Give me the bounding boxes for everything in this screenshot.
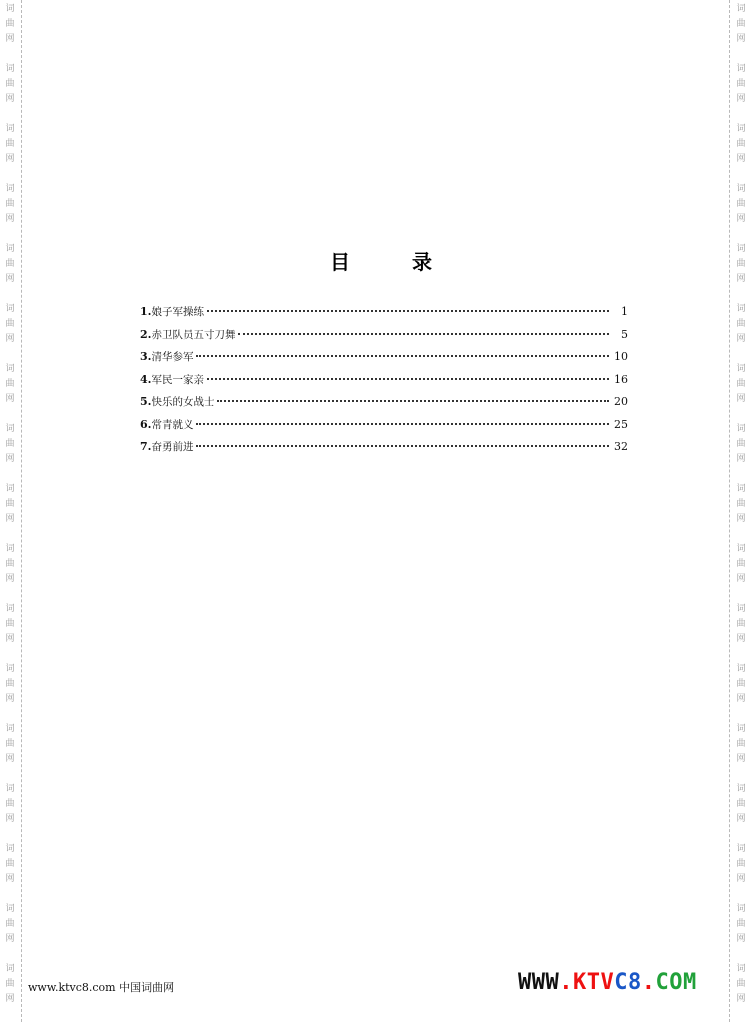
watermark-group xyxy=(733,242,749,287)
watermark-char: 词 xyxy=(736,124,746,134)
watermark-char: 曲 xyxy=(5,259,15,269)
watermark-char: 网 xyxy=(736,214,746,224)
watermark-char: 网 xyxy=(736,454,746,464)
right-watermark-strip xyxy=(733,0,749,1022)
watermark-group xyxy=(733,2,749,47)
logo-ktv: KTV xyxy=(573,970,615,995)
toc-dot-leader xyxy=(217,400,609,402)
watermark-char: 词 xyxy=(736,424,746,434)
watermark-char: 曲 xyxy=(736,199,746,209)
watermark-char: 词 xyxy=(736,4,746,14)
watermark-char: 曲 xyxy=(5,679,15,689)
toc-item-number: 2. xyxy=(140,327,152,341)
watermark-group xyxy=(733,962,749,1007)
watermark-group xyxy=(2,902,18,947)
watermark-char: 词 xyxy=(736,64,746,74)
watermark-char: 网 xyxy=(5,754,15,764)
toc-item-label: 清华参军 xyxy=(151,351,194,363)
watermark-char: 网 xyxy=(736,814,746,824)
watermark-group xyxy=(2,782,18,827)
watermark-char: 词 xyxy=(5,124,15,134)
watermark-group xyxy=(2,2,18,47)
watermark-group xyxy=(2,482,18,527)
watermark-char: 词 xyxy=(5,664,15,674)
toc-dot-leader xyxy=(196,445,609,447)
watermark-char: 词 xyxy=(736,724,746,734)
watermark-char: 词 xyxy=(736,184,746,194)
watermark-char: 网 xyxy=(5,454,15,464)
toc-dot-leader xyxy=(196,423,609,425)
toc-dot-leader xyxy=(238,333,609,335)
toc-item-label: 快乐的女战士 xyxy=(151,396,215,408)
watermark-char: 词 xyxy=(5,724,15,734)
watermark-char: 词 xyxy=(736,364,746,374)
logo-c8: C8 xyxy=(614,970,642,995)
watermark-char: 曲 xyxy=(736,619,746,629)
watermark-group xyxy=(733,422,749,467)
watermark-char: 网 xyxy=(736,334,746,344)
watermark-char: 曲 xyxy=(5,499,15,509)
watermark-char: 网 xyxy=(736,994,746,1004)
watermark-char: 词 xyxy=(736,904,746,914)
left-dashed-border xyxy=(21,0,22,1022)
watermark-char: 曲 xyxy=(736,679,746,689)
watermark-group xyxy=(2,662,18,707)
watermark-char: 网 xyxy=(5,994,15,1004)
watermark-char: 曲 xyxy=(5,319,15,329)
watermark-char: 曲 xyxy=(5,139,15,149)
toc-item[interactable] xyxy=(140,439,628,462)
watermark-char: 曲 xyxy=(5,739,15,749)
toc-item-page: 10 xyxy=(614,350,628,363)
toc-title-part2: 录 xyxy=(412,250,432,274)
toc-dot-leader xyxy=(196,355,609,357)
watermark-char: 词 xyxy=(736,844,746,854)
watermark-char: 网 xyxy=(5,94,15,104)
toc-item-number: 3. xyxy=(140,350,152,363)
toc-dot-leader xyxy=(207,378,609,380)
watermark-group xyxy=(733,542,749,587)
toc-item-number: 4. xyxy=(140,372,152,386)
watermark-char: 曲 xyxy=(5,619,15,629)
watermark-char: 网 xyxy=(736,574,746,584)
left-watermark-strip xyxy=(2,0,18,1022)
watermark-char: 网 xyxy=(736,154,746,164)
watermark-group xyxy=(2,422,18,467)
watermark-group xyxy=(733,362,749,407)
toc-item-label: 常青就义 xyxy=(151,418,194,431)
watermark-group xyxy=(733,182,749,227)
logo-com: COM xyxy=(655,970,697,995)
toc-item-number: 5. xyxy=(140,395,152,408)
watermark-group xyxy=(2,302,18,347)
watermark-char: 词 xyxy=(5,64,15,74)
watermark-char: 网 xyxy=(5,274,15,284)
watermark-char: 曲 xyxy=(736,259,746,269)
watermark-char: 曲 xyxy=(736,439,746,449)
watermark-char: 曲 xyxy=(736,499,746,509)
watermark-char: 网 xyxy=(5,394,15,404)
watermark-char: 网 xyxy=(736,874,746,884)
watermark-char: 网 xyxy=(5,214,15,224)
watermark-char: 网 xyxy=(5,514,15,524)
watermark-char: 曲 xyxy=(736,859,746,869)
watermark-group xyxy=(733,482,749,527)
watermark-group xyxy=(733,902,749,947)
watermark-group xyxy=(2,182,18,227)
watermark-char: 曲 xyxy=(5,979,15,989)
watermark-group xyxy=(733,842,749,887)
toc-dot-leader xyxy=(207,310,609,312)
toc-item[interactable] xyxy=(140,304,628,327)
watermark-char: 曲 xyxy=(736,979,746,989)
watermark-char: 词 xyxy=(5,364,15,374)
watermark-char: 词 xyxy=(5,604,15,614)
watermark-char: 网 xyxy=(736,754,746,764)
watermark-char: 网 xyxy=(5,694,15,704)
watermark-char: 网 xyxy=(5,814,15,824)
watermark-char: 词 xyxy=(736,244,746,254)
watermark-char: 词 xyxy=(736,304,746,314)
watermark-char: 词 xyxy=(736,964,746,974)
watermark-group xyxy=(2,362,18,407)
watermark-group xyxy=(2,122,18,167)
watermark-group xyxy=(733,122,749,167)
watermark-char: 网 xyxy=(5,574,15,584)
watermark-char: 词 xyxy=(5,184,15,194)
watermark-char: 词 xyxy=(5,484,15,494)
watermark-char: 词 xyxy=(736,544,746,554)
watermark-group xyxy=(733,62,749,107)
toc-item-page: 16 xyxy=(614,372,628,386)
watermark-group xyxy=(2,842,18,887)
footer-site-credit xyxy=(28,979,174,995)
toc-item[interactable] xyxy=(140,394,628,417)
watermark-char: 曲 xyxy=(5,79,15,89)
toc-title-part1: 目 xyxy=(330,250,350,274)
toc-list xyxy=(140,304,628,462)
watermark-char: 词 xyxy=(5,964,15,974)
watermark-char: 网 xyxy=(736,94,746,104)
watermark-group xyxy=(733,302,749,347)
watermark-char: 曲 xyxy=(736,559,746,569)
watermark-char: 曲 xyxy=(5,379,15,389)
watermark-char: 曲 xyxy=(736,79,746,89)
watermark-char: 词 xyxy=(5,544,15,554)
watermark-char: 曲 xyxy=(736,19,746,29)
watermark-char: 曲 xyxy=(5,19,15,29)
watermark-char: 网 xyxy=(736,934,746,944)
logo-dot: . xyxy=(641,970,656,995)
toc-item-label: 军民一家亲 xyxy=(151,373,204,386)
toc-item[interactable] xyxy=(140,327,628,350)
toc-title xyxy=(330,246,432,275)
toc-item-page: 1 xyxy=(621,305,628,318)
footer-url[interactable]: www.ktvc8.com xyxy=(28,981,116,994)
watermark-char: 网 xyxy=(736,34,746,44)
watermark-group xyxy=(2,62,18,107)
watermark-char: 曲 xyxy=(5,559,15,569)
toc-item[interactable] xyxy=(140,372,628,395)
toc-item-page: 25 xyxy=(614,417,628,431)
toc-item-page: 5 xyxy=(621,327,628,341)
watermark-char: 词 xyxy=(5,244,15,254)
watermark-char: 词 xyxy=(5,4,15,14)
watermark-char: 词 xyxy=(736,484,746,494)
logo-dot: . xyxy=(559,970,573,995)
toc-item-number: 1. xyxy=(140,305,152,318)
watermark-char: 词 xyxy=(736,664,746,674)
watermark-char: 词 xyxy=(5,304,15,314)
toc-item-label: 娘子军操练 xyxy=(151,306,204,318)
toc-item[interactable] xyxy=(140,417,628,440)
watermark-char: 网 xyxy=(5,874,15,884)
watermark-char: 曲 xyxy=(5,859,15,869)
watermark-char: 网 xyxy=(736,514,746,524)
watermark-group xyxy=(733,722,749,767)
watermark-char: 词 xyxy=(5,424,15,434)
toc-item[interactable] xyxy=(140,349,628,372)
toc-item-page: 20 xyxy=(614,395,628,408)
watermark-char: 曲 xyxy=(736,319,746,329)
watermark-char: 曲 xyxy=(5,799,15,809)
toc-item-number: 7. xyxy=(140,440,152,453)
watermark-char: 曲 xyxy=(5,919,15,929)
watermark-char: 词 xyxy=(736,784,746,794)
toc-item-page: 32 xyxy=(614,440,628,453)
watermark-char: 网 xyxy=(5,934,15,944)
watermark-char: 词 xyxy=(736,604,746,614)
watermark-char: 网 xyxy=(5,334,15,344)
watermark-char: 网 xyxy=(5,34,15,44)
watermark-group xyxy=(2,242,18,287)
watermark-char: 词 xyxy=(5,784,15,794)
watermark-char: 曲 xyxy=(736,799,746,809)
toc-item-number: 6. xyxy=(140,417,152,431)
watermark-group xyxy=(2,962,18,1007)
watermark-char: 词 xyxy=(5,844,15,854)
watermark-char: 网 xyxy=(736,394,746,404)
watermark-group xyxy=(733,662,749,707)
toc-item-label: 奋勇前进 xyxy=(151,441,194,453)
watermark-char: 网 xyxy=(736,274,746,284)
site-logo xyxy=(518,970,697,995)
watermark-char: 曲 xyxy=(5,199,15,209)
watermark-char: 网 xyxy=(736,634,746,644)
watermark-char: 曲 xyxy=(5,439,15,449)
watermark-char: 网 xyxy=(5,154,15,164)
watermark-group xyxy=(733,782,749,827)
right-dashed-border xyxy=(729,0,730,1022)
watermark-group xyxy=(733,602,749,647)
footer-site-name: 中国词曲网 xyxy=(119,981,175,994)
watermark-char: 曲 xyxy=(736,139,746,149)
watermark-char: 曲 xyxy=(736,919,746,929)
watermark-char: 网 xyxy=(5,634,15,644)
watermark-char: 词 xyxy=(5,904,15,914)
logo-www: WWW xyxy=(518,970,560,995)
watermark-group xyxy=(2,542,18,587)
toc-item-label: 赤卫队员五寸刀舞 xyxy=(151,328,236,341)
watermark-group xyxy=(2,602,18,647)
watermark-char: 曲 xyxy=(736,379,746,389)
watermark-group xyxy=(2,722,18,767)
watermark-char: 网 xyxy=(736,694,746,704)
watermark-char: 曲 xyxy=(736,739,746,749)
